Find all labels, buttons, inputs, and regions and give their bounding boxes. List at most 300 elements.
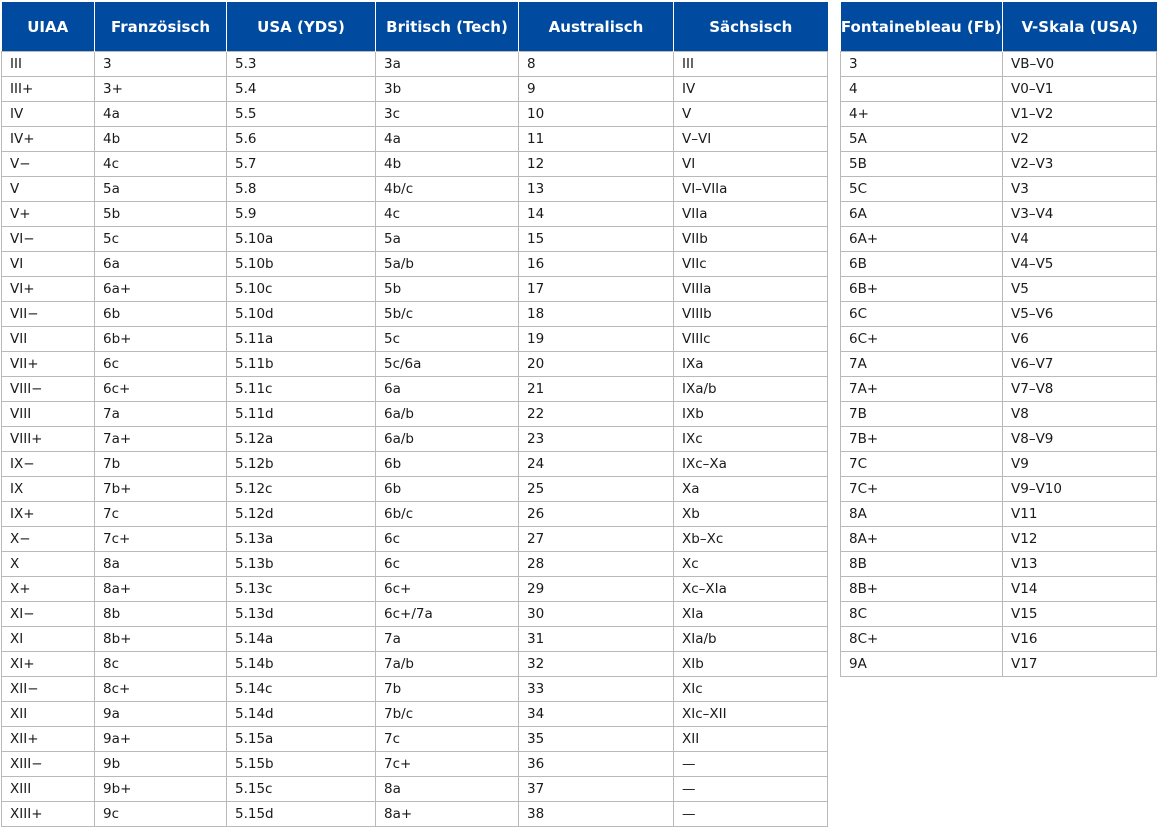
uiaa-cell: XI: [2, 627, 95, 652]
french-cell: 8b: [95, 602, 227, 627]
uiaa-cell: XIII+: [2, 802, 95, 827]
table-row: [841, 402, 1157, 427]
usa-yds-cell: 5.14a: [227, 627, 376, 652]
british-tech-cell: 7a: [376, 627, 519, 652]
australian-cell: 30: [519, 602, 674, 627]
uiaa-cell: V+: [2, 202, 95, 227]
saxon-cell: VIIa: [674, 202, 828, 227]
british-tech-cell: 4b/c: [376, 177, 519, 202]
uiaa-cell: X+: [2, 577, 95, 602]
table-row: [2, 52, 828, 77]
v-scale-cell: V8: [1003, 402, 1157, 427]
table-row: [2, 452, 828, 477]
v-scale-cell: V1–V2: [1003, 102, 1157, 127]
v-scale-cell: V3–V4: [1003, 202, 1157, 227]
fontainebleau-cell: 8B: [841, 552, 1003, 577]
v-scale-cell: V8–V9: [1003, 427, 1157, 452]
column-header-fontainebleau: Fontainebleau (Fb): [841, 2, 1003, 52]
usa-yds-cell: 5.11b: [227, 352, 376, 377]
usa-yds-cell: 5.3: [227, 52, 376, 77]
v-scale-cell: V16: [1003, 627, 1157, 652]
table-row: [2, 177, 828, 202]
australian-cell: 22: [519, 402, 674, 427]
table-row: [2, 302, 828, 327]
usa-yds-cell: 5.12c: [227, 477, 376, 502]
australian-cell: 38: [519, 802, 674, 827]
table-row: [2, 727, 828, 752]
uiaa-cell: III+: [2, 77, 95, 102]
french-cell: 8a+: [95, 577, 227, 602]
usa-yds-cell: 5.13b: [227, 552, 376, 577]
saxon-cell: Xc–XIa: [674, 577, 828, 602]
table-row: [841, 227, 1157, 252]
australian-cell: 16: [519, 252, 674, 277]
usa-yds-cell: 5.11a: [227, 327, 376, 352]
usa-yds-cell: 5.12a: [227, 427, 376, 452]
british-tech-cell: 3c: [376, 102, 519, 127]
british-tech-cell: 7c: [376, 727, 519, 752]
table-row: [841, 452, 1157, 477]
british-tech-cell: 6a/b: [376, 402, 519, 427]
saxon-cell: XIc–XII: [674, 702, 828, 727]
french-cell: 6b: [95, 302, 227, 327]
french-cell: 3: [95, 52, 227, 77]
french-cell: 3+: [95, 77, 227, 102]
table-row: [841, 202, 1157, 227]
saxon-cell: IXc–Xa: [674, 452, 828, 477]
table-row: [841, 102, 1157, 127]
v-scale-cell: V11: [1003, 502, 1157, 527]
saxon-cell: XII: [674, 727, 828, 752]
british-tech-cell: 5a/b: [376, 252, 519, 277]
australian-cell: 35: [519, 727, 674, 752]
saxon-cell: VIIIc: [674, 327, 828, 352]
v-scale-cell: V4–V5: [1003, 252, 1157, 277]
table-row: [841, 327, 1157, 352]
french-cell: 5b: [95, 202, 227, 227]
usa-yds-cell: 5.15c: [227, 777, 376, 802]
british-tech-cell: 6c: [376, 552, 519, 577]
australian-cell: 11: [519, 127, 674, 152]
table-row: [2, 202, 828, 227]
table-row: [841, 77, 1157, 102]
usa-yds-cell: 5.15b: [227, 752, 376, 777]
fontainebleau-cell: 6B+: [841, 277, 1003, 302]
table-row: [841, 627, 1157, 652]
australian-cell: 29: [519, 577, 674, 602]
british-tech-cell: 6b/c: [376, 502, 519, 527]
uiaa-cell: IX: [2, 477, 95, 502]
table-row: [2, 327, 828, 352]
uiaa-cell: VII+: [2, 352, 95, 377]
uiaa-cell: IV+: [2, 127, 95, 152]
boulder-grade-table-header: [841, 2, 1157, 52]
saxon-cell: VIIIb: [674, 302, 828, 327]
australian-cell: 37: [519, 777, 674, 802]
usa-yds-cell: 5.10a: [227, 227, 376, 252]
uiaa-cell: III: [2, 52, 95, 77]
uiaa-cell: VIII−: [2, 377, 95, 402]
usa-yds-cell: 5.10c: [227, 277, 376, 302]
british-tech-cell: 5b: [376, 277, 519, 302]
british-tech-cell: 5a: [376, 227, 519, 252]
saxon-cell: IXa/b: [674, 377, 828, 402]
table-row: [2, 552, 828, 577]
british-tech-cell: 7b/c: [376, 702, 519, 727]
v-scale-cell: V6–V7: [1003, 352, 1157, 377]
saxon-cell: VI: [674, 152, 828, 177]
table-row: [841, 652, 1157, 677]
usa-yds-cell: 5.8: [227, 177, 376, 202]
uiaa-cell: VIII: [2, 402, 95, 427]
table-row: [2, 752, 828, 777]
uiaa-cell: VIII+: [2, 427, 95, 452]
british-tech-cell: 6b: [376, 452, 519, 477]
table-row: [2, 527, 828, 552]
fontainebleau-cell: 8B+: [841, 577, 1003, 602]
australian-cell: 19: [519, 327, 674, 352]
column-header-british-tech: Britisch (Tech): [376, 2, 519, 52]
australian-cell: 36: [519, 752, 674, 777]
saxon-cell: IXb: [674, 402, 828, 427]
table-row: [2, 377, 828, 402]
usa-yds-cell: 5.14c: [227, 677, 376, 702]
fontainebleau-cell: 7C: [841, 452, 1003, 477]
australian-cell: 9: [519, 77, 674, 102]
usa-yds-cell: 5.9: [227, 202, 376, 227]
british-tech-cell: 6b: [376, 477, 519, 502]
table-row: [841, 377, 1157, 402]
saxon-cell: —: [674, 777, 828, 802]
uiaa-cell: XII: [2, 702, 95, 727]
british-tech-cell: 3b: [376, 77, 519, 102]
uiaa-cell: XI−: [2, 602, 95, 627]
british-tech-cell: 6a/b: [376, 427, 519, 452]
table-row: [2, 502, 828, 527]
australian-cell: 33: [519, 677, 674, 702]
british-tech-cell: 6a: [376, 377, 519, 402]
table-row: [841, 577, 1157, 602]
french-cell: 8c+: [95, 677, 227, 702]
column-header-usa-yds: USA (YDS): [227, 2, 376, 52]
table-row: [2, 677, 828, 702]
british-tech-cell: 6c: [376, 527, 519, 552]
v-scale-cell: V2–V3: [1003, 152, 1157, 177]
uiaa-cell: VI+: [2, 277, 95, 302]
uiaa-cell: IX+: [2, 502, 95, 527]
uiaa-cell: X−: [2, 527, 95, 552]
route-grade-table-body: [2, 52, 828, 827]
table-row: [2, 652, 828, 677]
v-scale-cell: V6: [1003, 327, 1157, 352]
table-row: [2, 577, 828, 602]
uiaa-cell: V−: [2, 152, 95, 177]
v-scale-cell: V15: [1003, 602, 1157, 627]
fontainebleau-cell: 9A: [841, 652, 1003, 677]
french-cell: 9a: [95, 702, 227, 727]
australian-cell: 21: [519, 377, 674, 402]
fontainebleau-cell: 5A: [841, 127, 1003, 152]
saxon-cell: Xa: [674, 477, 828, 502]
saxon-cell: IXa: [674, 352, 828, 377]
fontainebleau-cell: 4: [841, 77, 1003, 102]
uiaa-cell: XIII: [2, 777, 95, 802]
fontainebleau-cell: 4+: [841, 102, 1003, 127]
usa-yds-cell: 5.5: [227, 102, 376, 127]
british-tech-cell: 4b: [376, 152, 519, 177]
french-cell: 6a: [95, 252, 227, 277]
table-row: [841, 302, 1157, 327]
french-cell: 9b+: [95, 777, 227, 802]
australian-cell: 17: [519, 277, 674, 302]
french-cell: 7a: [95, 402, 227, 427]
table-row: [2, 627, 828, 652]
british-tech-cell: 5b/c: [376, 302, 519, 327]
australian-cell: 24: [519, 452, 674, 477]
table-row: [841, 477, 1157, 502]
table-row: [841, 552, 1157, 577]
australian-cell: 31: [519, 627, 674, 652]
british-tech-cell: 8a+: [376, 802, 519, 827]
usa-yds-cell: 5.13d: [227, 602, 376, 627]
usa-yds-cell: 5.14d: [227, 702, 376, 727]
saxon-cell: VI–VIIa: [674, 177, 828, 202]
saxon-cell: Xb: [674, 502, 828, 527]
table-row: [841, 152, 1157, 177]
australian-cell: 27: [519, 527, 674, 552]
table-row: [2, 477, 828, 502]
uiaa-cell: XII+: [2, 727, 95, 752]
saxon-cell: VIIc: [674, 252, 828, 277]
australian-cell: 8: [519, 52, 674, 77]
fontainebleau-cell: 8A: [841, 502, 1003, 527]
uiaa-cell: VI−: [2, 227, 95, 252]
fontainebleau-cell: 7A+: [841, 377, 1003, 402]
column-header-saxon: Sächsisch: [674, 2, 828, 52]
australian-cell: 14: [519, 202, 674, 227]
french-cell: 8a: [95, 552, 227, 577]
british-tech-cell: 6c+: [376, 577, 519, 602]
table-row: [2, 277, 828, 302]
british-tech-cell: 5c: [376, 327, 519, 352]
fontainebleau-cell: 7A: [841, 352, 1003, 377]
british-tech-cell: 7a/b: [376, 652, 519, 677]
saxon-cell: III: [674, 52, 828, 77]
french-cell: 6b+: [95, 327, 227, 352]
uiaa-cell: IX−: [2, 452, 95, 477]
saxon-cell: Xb–Xc: [674, 527, 828, 552]
fontainebleau-cell: 8A+: [841, 527, 1003, 552]
table-row: [2, 102, 828, 127]
table-row: [2, 252, 828, 277]
british-tech-cell: 3a: [376, 52, 519, 77]
uiaa-cell: XIII−: [2, 752, 95, 777]
french-cell: 9a+: [95, 727, 227, 752]
french-cell: 4c: [95, 152, 227, 177]
table-row: [2, 352, 828, 377]
usa-yds-cell: 5.12b: [227, 452, 376, 477]
french-cell: 8c: [95, 652, 227, 677]
uiaa-cell: XI+: [2, 652, 95, 677]
fontainebleau-cell: 7C+: [841, 477, 1003, 502]
fontainebleau-cell: 8C: [841, 602, 1003, 627]
uiaa-cell: VI: [2, 252, 95, 277]
table-row: [841, 177, 1157, 202]
usa-yds-cell: 5.6: [227, 127, 376, 152]
column-header-australian: Australisch: [519, 2, 674, 52]
saxon-cell: IV: [674, 77, 828, 102]
french-cell: 6c: [95, 352, 227, 377]
fontainebleau-cell: 3: [841, 52, 1003, 77]
v-scale-cell: V9–V10: [1003, 477, 1157, 502]
v-scale-cell: V17: [1003, 652, 1157, 677]
british-tech-cell: 4a: [376, 127, 519, 152]
french-cell: 4b: [95, 127, 227, 152]
v-scale-cell: V9: [1003, 452, 1157, 477]
australian-cell: 23: [519, 427, 674, 452]
table-row: [841, 427, 1157, 452]
australian-cell: 18: [519, 302, 674, 327]
french-cell: 7c: [95, 502, 227, 527]
australian-cell: 26: [519, 502, 674, 527]
table-row: [841, 52, 1157, 77]
saxon-cell: Xc: [674, 552, 828, 577]
fontainebleau-cell: 8C+: [841, 627, 1003, 652]
table-row: [841, 502, 1157, 527]
australian-cell: 13: [519, 177, 674, 202]
usa-yds-cell: 5.15a: [227, 727, 376, 752]
v-scale-cell: V5: [1003, 277, 1157, 302]
australian-cell: 25: [519, 477, 674, 502]
fontainebleau-cell: 7B+: [841, 427, 1003, 452]
french-cell: 7c+: [95, 527, 227, 552]
table-row: [2, 777, 828, 802]
table-row: [841, 127, 1157, 152]
saxon-cell: XIb: [674, 652, 828, 677]
v-scale-cell: V7–V8: [1003, 377, 1157, 402]
table-row: [2, 702, 828, 727]
uiaa-cell: V: [2, 177, 95, 202]
french-cell: 6a+: [95, 277, 227, 302]
usa-yds-cell: 5.14b: [227, 652, 376, 677]
french-cell: 7a+: [95, 427, 227, 452]
column-header-french: Französisch: [95, 2, 227, 52]
uiaa-cell: VII: [2, 327, 95, 352]
french-cell: 7b+: [95, 477, 227, 502]
saxon-cell: V: [674, 102, 828, 127]
french-cell: 9b: [95, 752, 227, 777]
table-row: [841, 527, 1157, 552]
saxon-cell: IXc: [674, 427, 828, 452]
british-tech-cell: 7c+: [376, 752, 519, 777]
table-row: [841, 602, 1157, 627]
usa-yds-cell: 5.13a: [227, 527, 376, 552]
table-row: [841, 252, 1157, 277]
french-cell: 5a: [95, 177, 227, 202]
australian-cell: 10: [519, 102, 674, 127]
v-scale-cell: V4: [1003, 227, 1157, 252]
saxon-cell: —: [674, 752, 828, 777]
saxon-cell: XIc: [674, 677, 828, 702]
v-scale-cell: V0–V1: [1003, 77, 1157, 102]
uiaa-cell: IV: [2, 102, 95, 127]
v-scale-cell: V5–V6: [1003, 302, 1157, 327]
table-row: [2, 427, 828, 452]
fontainebleau-cell: 6A+: [841, 227, 1003, 252]
table-row: [2, 802, 828, 827]
column-header-uiaa: UIAA: [2, 2, 95, 52]
uiaa-cell: VII−: [2, 302, 95, 327]
v-scale-cell: V13: [1003, 552, 1157, 577]
usa-yds-cell: 5.10b: [227, 252, 376, 277]
fontainebleau-cell: 5B: [841, 152, 1003, 177]
uiaa-cell: X: [2, 552, 95, 577]
boulder-grade-table: [840, 2, 1157, 677]
saxon-cell: VIIIa: [674, 277, 828, 302]
saxon-cell: V–VI: [674, 127, 828, 152]
uiaa-cell: XII−: [2, 677, 95, 702]
v-scale-cell: V2: [1003, 127, 1157, 152]
australian-cell: 32: [519, 652, 674, 677]
v-scale-cell: V12: [1003, 527, 1157, 552]
british-tech-cell: 4c: [376, 202, 519, 227]
header-row: [841, 2, 1157, 52]
fontainebleau-cell: 6A: [841, 202, 1003, 227]
table-row: [2, 127, 828, 152]
french-cell: 5c: [95, 227, 227, 252]
saxon-cell: VIIb: [674, 227, 828, 252]
saxon-cell: XIa: [674, 602, 828, 627]
french-cell: 6c+: [95, 377, 227, 402]
v-scale-cell: VB–V0: [1003, 52, 1157, 77]
british-tech-cell: 7b: [376, 677, 519, 702]
table-row: [2, 602, 828, 627]
british-tech-cell: 5c/6a: [376, 352, 519, 377]
table-row: [841, 277, 1157, 302]
usa-yds-cell: 5.12d: [227, 502, 376, 527]
saxon-cell: —: [674, 802, 828, 827]
australian-cell: 34: [519, 702, 674, 727]
french-cell: 9c: [95, 802, 227, 827]
usa-yds-cell: 5.4: [227, 77, 376, 102]
table-row: [841, 352, 1157, 377]
route-grade-table: [1, 2, 828, 827]
usa-yds-cell: 5.11d: [227, 402, 376, 427]
table-row: [2, 227, 828, 252]
australian-cell: 28: [519, 552, 674, 577]
header-row: [2, 2, 828, 52]
table-row: [2, 77, 828, 102]
fontainebleau-cell: 7B: [841, 402, 1003, 427]
fontainebleau-cell: 6C: [841, 302, 1003, 327]
australian-cell: 15: [519, 227, 674, 252]
australian-cell: 12: [519, 152, 674, 177]
usa-yds-cell: 5.15d: [227, 802, 376, 827]
column-header-v-scale: V-Skala (USA): [1003, 2, 1157, 52]
fontainebleau-cell: 6B: [841, 252, 1003, 277]
usa-yds-cell: 5.11c: [227, 377, 376, 402]
v-scale-cell: V3: [1003, 177, 1157, 202]
french-cell: 8b+: [95, 627, 227, 652]
british-tech-cell: 8a: [376, 777, 519, 802]
fontainebleau-cell: 5C: [841, 177, 1003, 202]
french-cell: 7b: [95, 452, 227, 477]
usa-yds-cell: 5.7: [227, 152, 376, 177]
australian-cell: 20: [519, 352, 674, 377]
french-cell: 4a: [95, 102, 227, 127]
usa-yds-cell: 5.10d: [227, 302, 376, 327]
fontainebleau-cell: 6C+: [841, 327, 1003, 352]
